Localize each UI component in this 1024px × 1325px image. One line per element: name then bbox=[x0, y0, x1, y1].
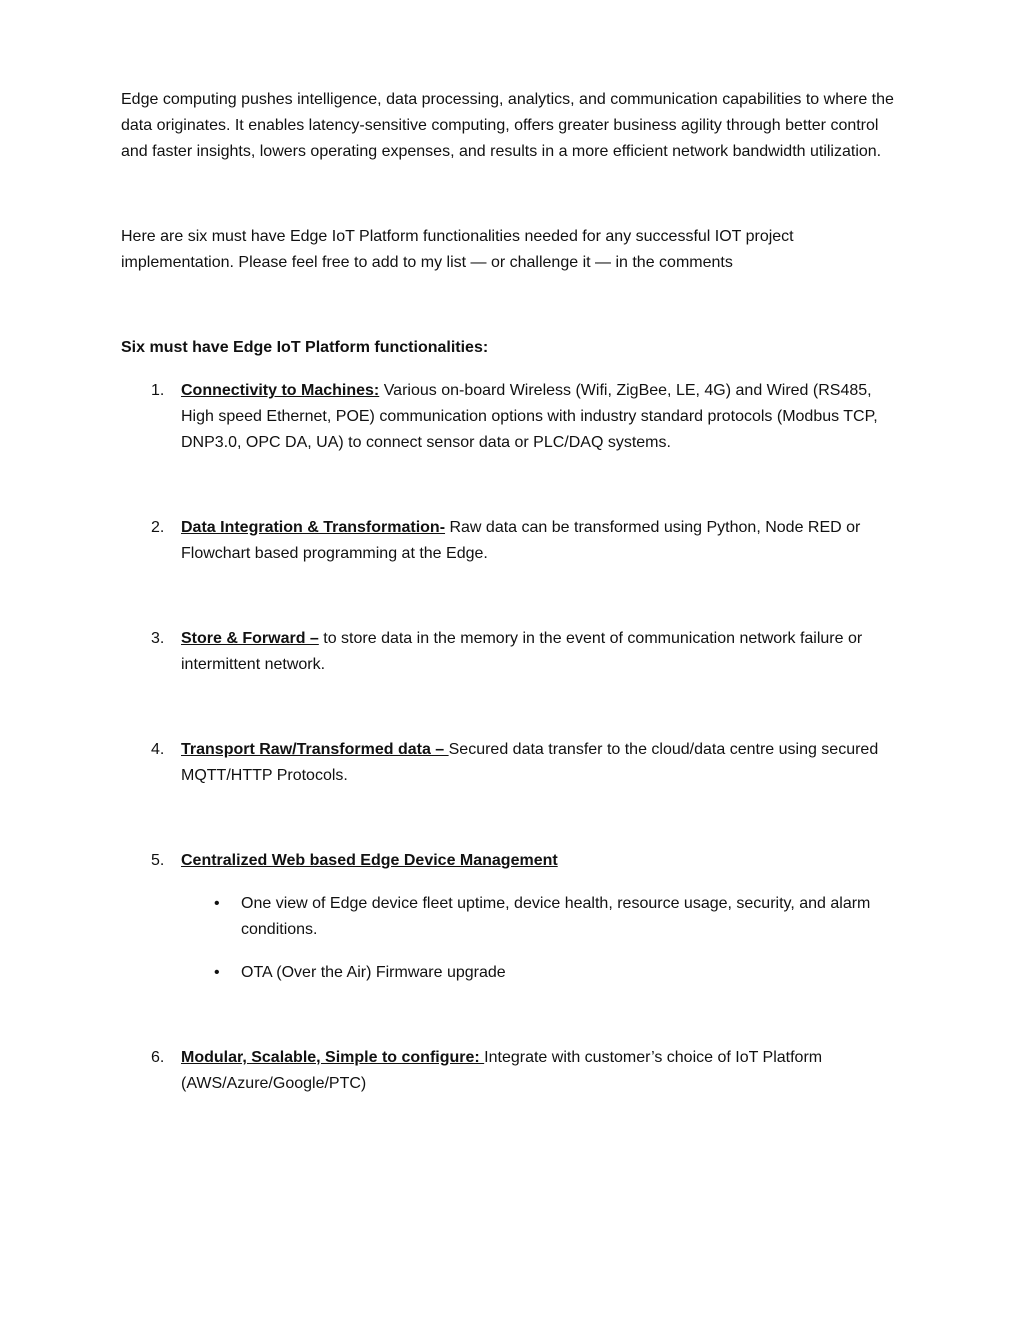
item-term: Connectivity to Machines: bbox=[181, 382, 380, 399]
bullet-icon: • bbox=[214, 964, 220, 981]
document-page bbox=[121, 87, 906, 1097]
bullet-item bbox=[214, 891, 906, 943]
second-paragraph: Here are six must have Edge IoT Platform functionalities needed for any successful IOT project implementation. Please feel free to add to my list — or challenge it — in the comments bbox=[121, 228, 794, 271]
item-number: 5. bbox=[151, 852, 165, 869]
item-text: Integrate with customer’s choice of IoT Platform (AWS/Azure/Google/PTC) bbox=[181, 1049, 823, 1092]
item-term: Modular, Scalable, Simple to configure: bbox=[181, 1049, 485, 1066]
list-item bbox=[121, 626, 906, 678]
item-text: to store data in the memory in the event of communication network failure or intermittent network. bbox=[181, 630, 863, 673]
list-item bbox=[121, 378, 906, 456]
list-item bbox=[121, 848, 906, 874]
list-item bbox=[121, 1045, 906, 1097]
item-term: Transport Raw/Transformed data – bbox=[181, 741, 449, 758]
item-number: 6. bbox=[151, 1049, 165, 1066]
list-heading: Six must have Edge IoT Platform functionalities: bbox=[121, 339, 489, 356]
item-number: 3. bbox=[151, 630, 165, 647]
bullet-text: One view of Edge device fleet uptime, device health, resource usage, security, and alarm conditions. bbox=[241, 895, 871, 938]
list-item bbox=[121, 515, 906, 567]
item-number: 2. bbox=[151, 519, 165, 536]
bullet-item bbox=[214, 960, 906, 986]
item-text: Secured data transfer to the cloud/data centre using secured MQTT/HTTP Protocols. bbox=[181, 741, 879, 784]
sub-bullet-list bbox=[121, 891, 906, 986]
bullet-text: OTA (Over the Air) Firmware upgrade bbox=[241, 964, 506, 981]
item-text: Various on-board Wireless (Wifi, ZigBee, LE, 4G) and Wired (RS485, High speed Ethernet, POE) communication options with industry standard protocols (Modbus TCP, DNP3.0, OPC DA, UA) to connect sensor data or PLC/DAQ systems. bbox=[181, 382, 878, 451]
item-number: 4. bbox=[151, 741, 165, 758]
item-term: Centralized Web based Edge Device Management bbox=[181, 852, 558, 869]
item-text: Raw data can be transformed using Python, Node RED or Flowchart based programming at the Edge. bbox=[181, 519, 861, 562]
item-number: 1. bbox=[151, 382, 165, 399]
item-term: Store & Forward – bbox=[181, 630, 319, 647]
item-term: Data Integration & Transformation- bbox=[181, 519, 446, 536]
functionalities-list bbox=[121, 378, 906, 1097]
list-item bbox=[121, 737, 906, 789]
intro-paragraph: Edge computing pushes intelligence, data processing, analytics, and communication capabilities to where the data originates. It enables latency-sensitive computing, offers greater business agility through better control and faster insights, lowers operating expenses, and results in a more efficient network bandwidth utilization. bbox=[121, 91, 894, 160]
bullet-icon: • bbox=[214, 895, 220, 912]
